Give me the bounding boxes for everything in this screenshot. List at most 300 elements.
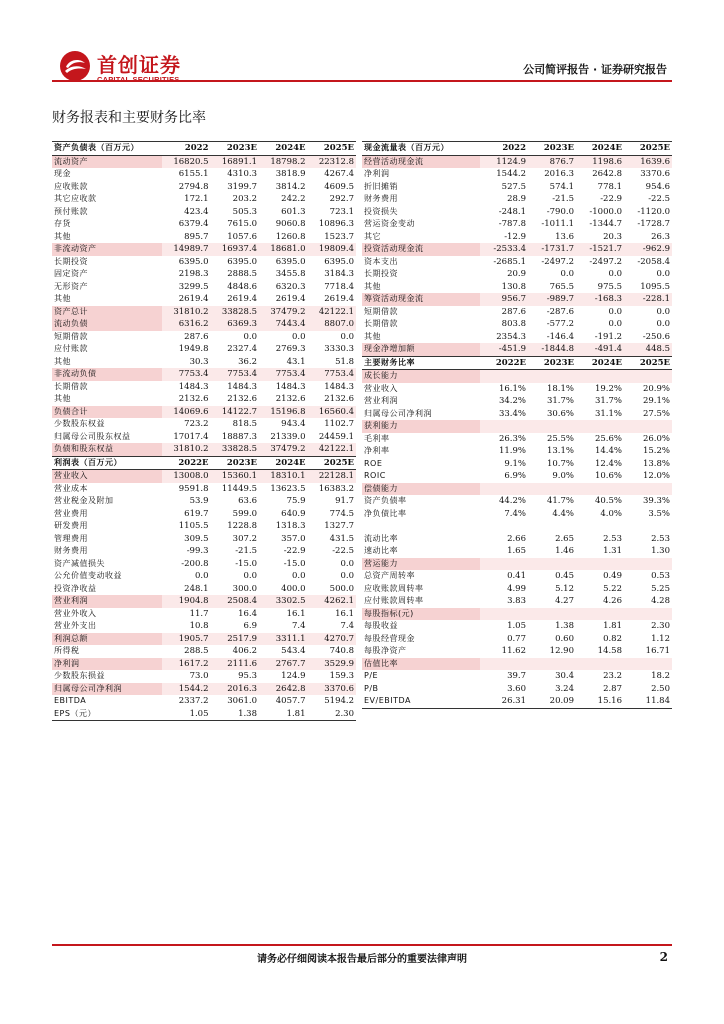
cell-value: 1544.2 — [496, 169, 526, 179]
row-label: 成长能力 — [362, 370, 480, 383]
cell-value — [576, 520, 624, 533]
cell-value — [576, 608, 624, 621]
cell-value: 25.5% — [546, 433, 574, 444]
table-row — [362, 570, 672, 583]
cell-value: 2132.6 — [275, 394, 306, 404]
row-label: 净利率 — [364, 446, 390, 455]
cell-value: 1.81 — [603, 621, 622, 631]
row-label: 短期借款 — [364, 306, 398, 316]
row-label: 其他 — [364, 281, 381, 291]
row-label: 存货 — [54, 219, 71, 228]
cell-value: 42122.1 — [308, 443, 357, 456]
cell-value: 3299.5 — [178, 281, 209, 292]
cell-value: 20.9 — [507, 269, 526, 279]
cell-value: 1.30 — [651, 546, 670, 556]
cell-value: 4310.3 — [227, 169, 257, 179]
logo-text-cn: 首创证券 — [97, 53, 181, 77]
cell-value: 2023E — [211, 142, 260, 156]
cell-value: 3529.9 — [308, 658, 357, 671]
row-label — [362, 520, 480, 533]
cell-value: 740.8 — [329, 646, 354, 656]
cell-value: -228.1 — [624, 293, 672, 306]
table-row — [362, 558, 672, 571]
cell-value: 7753.4 — [308, 368, 357, 381]
row-label: 公允价值变动收益 — [54, 571, 122, 580]
cell-value: 0.0 — [656, 269, 670, 279]
cell-value: 6395.0 — [324, 256, 354, 267]
cell-value — [480, 370, 528, 383]
cell-value: 7753.4 — [162, 368, 211, 381]
cell-value: 1.05 — [507, 621, 526, 631]
cell-value: 2016.3 — [544, 169, 574, 179]
table-row — [52, 368, 356, 381]
cell-value: 1102.7 — [324, 419, 354, 429]
cell-value — [480, 658, 528, 671]
cell-value: 7615.0 — [227, 219, 257, 229]
cell-value: 2025E — [308, 456, 357, 470]
cell-value: 17017.4 — [173, 431, 209, 442]
cell-value: 16820.5 — [162, 155, 211, 168]
cell-value: 287.6 — [501, 306, 526, 317]
table-row — [362, 595, 672, 608]
table-row — [52, 533, 356, 546]
table-row — [52, 268, 356, 281]
cell-value: 19.2% — [594, 383, 622, 394]
table-row — [52, 393, 356, 406]
row-label: EPS（元） — [52, 708, 162, 721]
cell-value: 2024E — [576, 356, 624, 370]
cell-value: 5.25 — [651, 583, 670, 594]
table-row — [362, 218, 672, 231]
cell-value: 292.7 — [329, 194, 354, 204]
row-label: 获利能力 — [362, 420, 480, 433]
cell-value: 16891.1 — [211, 155, 260, 168]
row-label: 营业利润 — [364, 396, 398, 405]
table-header-row — [52, 142, 356, 156]
row-label: 营业利润 — [52, 595, 162, 608]
row-label: EBITDA — [54, 696, 87, 705]
cell-value: 16.71 — [645, 646, 670, 656]
cell-value: 11.7 — [189, 608, 209, 619]
cell-value: 2888.5 — [227, 269, 257, 279]
row-label: 营业收入 — [52, 470, 162, 483]
cell-value: 2022E — [162, 456, 211, 470]
row-label: 投资损失 — [364, 206, 398, 216]
cell-value: 1057.6 — [227, 231, 257, 242]
row-label: 研发费用 — [54, 521, 88, 530]
cell-value: 13.8% — [642, 458, 670, 469]
row-label: 营运资金变动 — [364, 219, 415, 228]
row-label: 长期借款 — [364, 319, 398, 328]
row-label: 净负债比率 — [364, 508, 407, 518]
cell-value: 0.82 — [603, 633, 622, 644]
header-divider — [52, 80, 672, 82]
table-row — [362, 268, 672, 281]
table-row — [52, 595, 356, 608]
cell-value: 2619.4 — [324, 294, 354, 304]
cell-value: 23.2 — [603, 671, 622, 681]
cell-value: 1.65 — [507, 546, 526, 556]
cell-value: -15.0 — [235, 558, 257, 569]
row-label: 现金 — [54, 169, 71, 178]
cell-value: 36.2 — [238, 356, 257, 367]
cell-value: 3302.5 — [259, 595, 308, 608]
cell-value — [576, 558, 624, 571]
cell-value: 6395.0 — [227, 256, 257, 267]
cell-value: 18310.1 — [259, 470, 308, 483]
table-row — [52, 670, 356, 683]
cell-value: 640.9 — [281, 508, 306, 519]
table-row — [362, 168, 672, 181]
row-label: 其他 — [54, 294, 71, 303]
cell-value: 6155.1 — [178, 169, 209, 179]
table-row — [52, 583, 356, 596]
cell-value: 3455.8 — [275, 269, 306, 279]
table-row — [52, 683, 356, 696]
row-label: EV/EBITDA — [362, 695, 480, 708]
row-label: 资本支出 — [364, 256, 398, 266]
cell-value: -250.6 — [642, 331, 670, 342]
cell-value: 1484.3 — [227, 381, 257, 392]
table-row — [52, 331, 356, 344]
row-label: 非流动负债 — [52, 368, 162, 381]
cell-value: 9591.8 — [178, 483, 209, 494]
cell-value: 2132.6 — [324, 394, 354, 404]
row-label: 其他 — [54, 356, 71, 366]
row-label: P/E — [364, 671, 379, 680]
row-label: 资产负债率 — [364, 496, 407, 505]
cell-value: 11.84 — [624, 695, 672, 708]
row-label: 所得税 — [54, 646, 80, 655]
cell-value: 20.9% — [642, 383, 670, 394]
cell-value: 159.3 — [329, 671, 354, 681]
cell-value — [480, 483, 528, 496]
table-row — [52, 243, 356, 256]
table-row — [52, 633, 356, 646]
table-row — [52, 520, 356, 533]
cell-value: 1617.2 — [162, 658, 211, 671]
cell-value — [528, 520, 576, 533]
financial-statements-table-right — [362, 141, 672, 709]
table-row — [362, 545, 672, 558]
row-label: 净利润 — [364, 169, 390, 178]
cell-value: 954.6 — [645, 181, 670, 192]
cell-value: 7718.4 — [324, 281, 354, 292]
cell-value: 2337.2 — [178, 696, 209, 706]
table-row — [362, 445, 672, 458]
row-label: 预付账款 — [54, 206, 88, 216]
cell-value — [624, 420, 672, 433]
cell-value: -787.8 — [498, 219, 526, 229]
cell-value: 5194.2 — [324, 696, 354, 706]
table-row — [362, 695, 672, 708]
cell-value: 30.4 — [555, 671, 574, 681]
table-row — [362, 331, 672, 344]
cell-value: 7443.4 — [259, 318, 308, 331]
table-row — [52, 431, 356, 444]
cell-value: 0.0 — [340, 331, 354, 342]
table-row — [362, 306, 672, 319]
row-label: 投资净收益 — [54, 583, 97, 593]
cell-value: 943.4 — [281, 419, 306, 429]
row-label: 速动比率 — [364, 546, 398, 555]
row-label: 现金流量表（百万元） — [362, 142, 480, 156]
cell-value: -1000.0 — [589, 206, 622, 217]
row-label: ROIC — [364, 471, 386, 480]
table-row — [362, 620, 672, 633]
cell-value: -1728.7 — [637, 219, 670, 229]
cell-value: 574.1 — [549, 181, 574, 192]
cell-value: 1523.7 — [324, 231, 354, 242]
cell-value: 7753.4 — [211, 368, 260, 381]
cell-value: 300.0 — [232, 583, 257, 594]
cell-value: 15.16 — [576, 695, 624, 708]
row-label: 长期借款 — [54, 381, 88, 391]
row-label: 营业收入 — [364, 383, 398, 393]
cell-value: 18887.3 — [221, 431, 257, 442]
cell-value: 12.90 — [549, 646, 574, 656]
cell-value: -21.5 — [235, 546, 257, 556]
row-label: 非流动资产 — [52, 243, 162, 256]
cell-value: 2198.3 — [178, 269, 209, 279]
table-row — [362, 293, 672, 306]
cell-value: 1.38 — [555, 621, 574, 631]
cell-value: 0.77 — [507, 633, 526, 644]
cell-value: 2023E — [211, 456, 260, 470]
cell-value: 39.3% — [642, 496, 670, 506]
table-row — [52, 256, 356, 269]
cell-value — [624, 483, 672, 496]
cell-value — [624, 370, 672, 383]
cell-value: 37479.2 — [259, 443, 308, 456]
cell-value: 1.46 — [555, 546, 574, 556]
cell-value: 6395.0 — [178, 256, 209, 267]
cell-value: 0.49 — [603, 571, 622, 581]
row-label: 负债合计 — [52, 406, 162, 419]
cell-value: 0.45 — [555, 571, 574, 581]
row-label: 每股收益 — [364, 621, 398, 630]
cell-value: 10896.3 — [318, 219, 354, 229]
cell-value: -22.9 — [600, 194, 622, 204]
cell-value: 33.4% — [498, 408, 526, 419]
cell-value: 14122.7 — [211, 406, 260, 419]
cell-value: 43.1 — [286, 356, 306, 367]
cell-value: 1484.3 — [178, 381, 209, 392]
cell-value: 20.3 — [603, 231, 622, 242]
table-row — [362, 508, 672, 521]
cell-value — [480, 608, 528, 621]
cell-value: 95.3 — [238, 671, 257, 681]
table-row — [362, 343, 672, 356]
cell-value: 53.9 — [189, 496, 209, 506]
cell-value: 0.0 — [608, 269, 622, 279]
table-row — [362, 370, 672, 383]
cell-value: 2642.8 — [259, 683, 308, 696]
table-row — [52, 181, 356, 194]
cell-value: 7.4% — [504, 508, 526, 519]
table-header-row — [52, 456, 356, 470]
row-label: ROE — [364, 458, 383, 468]
legal-notice: 请务必仔细阅读本报告最后部分的重要法律声明 — [257, 954, 467, 965]
cell-value: -790.0 — [546, 206, 574, 217]
table-row — [362, 533, 672, 546]
cell-value: 0.0 — [656, 306, 670, 317]
row-label: 现金净增加额 — [362, 343, 480, 356]
cell-value: 26.0% — [642, 433, 670, 444]
row-label: 财务费用 — [54, 546, 88, 555]
cell-value: 1484.3 — [275, 381, 306, 392]
cell-value: 2.50 — [651, 683, 670, 694]
row-label: 少数股东权益 — [54, 419, 105, 428]
cell-value — [624, 558, 672, 571]
row-label: 应收账款 — [54, 181, 88, 191]
cell-value: 3370.6 — [640, 169, 670, 179]
cell-value: 5.12 — [555, 583, 574, 594]
cell-value: 11449.5 — [221, 483, 257, 494]
cell-value: 1.12 — [651, 633, 670, 644]
row-label: 营业外收入 — [54, 608, 97, 618]
cell-value: 33828.5 — [211, 306, 260, 319]
cell-value: 7.4 — [291, 621, 306, 631]
cell-value: 975.5 — [597, 281, 622, 292]
cell-value: 16560.4 — [308, 406, 357, 419]
cell-value: 203.2 — [232, 194, 257, 204]
cell-value: 3184.3 — [324, 269, 354, 279]
cell-value: 448.5 — [624, 343, 672, 356]
cell-value: 30.3 — [189, 356, 209, 367]
cell-value: 0.0 — [608, 306, 622, 317]
cell-value: 0.60 — [555, 633, 574, 644]
row-label: 营业费用 — [54, 508, 88, 518]
cell-value: 956.7 — [480, 293, 528, 306]
row-label: 流动负债 — [52, 318, 162, 331]
footer-divider — [52, 944, 672, 946]
cell-value: 2517.9 — [211, 633, 260, 646]
cell-value: -146.4 — [546, 331, 574, 342]
table-row — [52, 695, 356, 708]
cell-value: -248.1 — [498, 206, 526, 217]
row-label: 总资产周转率 — [364, 571, 415, 580]
cell-value: 543.4 — [281, 646, 306, 656]
table-row — [362, 458, 672, 471]
row-label: 少数股东损益 — [54, 671, 105, 680]
cell-value: 0.0 — [243, 331, 257, 342]
cell-value: -22.5 — [332, 546, 354, 556]
row-label: 归属母公司净利润 — [364, 408, 432, 418]
cell-value: 42122.1 — [308, 306, 357, 319]
table-row — [362, 683, 672, 696]
cell-value: 11.9% — [498, 446, 526, 456]
cell-value: 26.3% — [498, 433, 526, 444]
cell-value: 7753.4 — [259, 368, 308, 381]
cell-value: 31.7% — [546, 396, 574, 406]
cell-value: 18798.2 — [259, 155, 308, 168]
row-label: 短期借款 — [54, 331, 88, 341]
cell-value: 4.28 — [651, 596, 670, 606]
cell-value: -1521.7 — [576, 243, 624, 256]
cell-value: 2.53 — [603, 533, 622, 544]
cell-value — [528, 608, 576, 621]
cell-value: 2023E — [528, 142, 576, 156]
cell-value: 13623.5 — [270, 483, 306, 494]
cell-value: 2.30 — [651, 621, 670, 631]
row-label: 流动资产 — [52, 155, 162, 168]
table-row — [52, 406, 356, 419]
cell-value: 2022 — [480, 142, 528, 156]
cell-value: 3.5% — [648, 508, 670, 519]
table-row — [52, 306, 356, 319]
cell-value: 4609.5 — [324, 181, 354, 192]
cell-value: 13.6 — [555, 231, 574, 242]
row-label: 每股经营现金 — [364, 633, 415, 643]
cell-value: 16.1 — [286, 608, 306, 619]
cell-value: 406.2 — [232, 646, 257, 656]
cell-value: 33828.5 — [211, 443, 260, 456]
cell-value: 2111.6 — [211, 658, 260, 671]
cell-value: 3330.3 — [324, 344, 354, 354]
cell-value: 1095.5 — [640, 281, 670, 292]
table-row — [362, 383, 672, 396]
cell-value: 423.4 — [184, 206, 209, 217]
row-label: 应付账款周转率 — [364, 596, 424, 605]
table-row — [362, 645, 672, 658]
cell-value: 818.5 — [232, 419, 257, 429]
table-row — [52, 570, 356, 583]
cell-value: 1105.5 — [178, 521, 209, 531]
table-row — [52, 443, 356, 456]
cell-value: 2354.3 — [496, 331, 526, 342]
cell-value: 2.66 — [507, 533, 526, 544]
cell-value: 4848.6 — [227, 281, 257, 292]
cell-value: 2024E — [259, 142, 308, 156]
cell-value: 778.1 — [597, 181, 622, 192]
cell-value: 2327.4 — [227, 344, 257, 354]
cell-value: 288.5 — [184, 646, 209, 656]
cell-value: 2132.6 — [227, 394, 257, 404]
cell-value: -1844.8 — [528, 343, 576, 356]
cell-value: -2497.2 — [541, 256, 574, 267]
table-row — [52, 483, 356, 496]
cell-value: 1905.7 — [162, 633, 211, 646]
cell-value: 876.7 — [528, 155, 576, 168]
cell-value: 2.65 — [555, 533, 574, 544]
cell-value: 723.2 — [184, 419, 209, 429]
table-row — [52, 231, 356, 244]
cell-value: 73.0 — [189, 671, 209, 681]
cell-value: 0.0 — [340, 558, 354, 569]
cell-value — [624, 520, 672, 533]
cell-value: 37479.2 — [259, 306, 308, 319]
cell-value: 6320.3 — [275, 281, 306, 292]
row-label: P/B — [364, 683, 379, 693]
cell-value — [528, 420, 576, 433]
cell-value: 1.81 — [259, 708, 308, 721]
cell-value: 9060.8 — [275, 219, 306, 229]
table-row — [362, 420, 672, 433]
cell-value: 2016.3 — [211, 683, 260, 696]
cell-value: 6379.4 — [178, 219, 209, 229]
cell-value: 18.2 — [651, 671, 670, 681]
cell-value: 11.62 — [501, 646, 526, 656]
cell-value: 30.6% — [546, 408, 574, 419]
cell-value: -451.9 — [480, 343, 528, 356]
cell-value: 3.83 — [507, 596, 526, 606]
cell-value: 19809.4 — [308, 243, 357, 256]
cell-value: 3818.9 — [275, 169, 306, 179]
cell-value: 2.53 — [651, 533, 670, 544]
cell-value: 6.9 — [243, 621, 257, 631]
table-row — [362, 395, 672, 408]
